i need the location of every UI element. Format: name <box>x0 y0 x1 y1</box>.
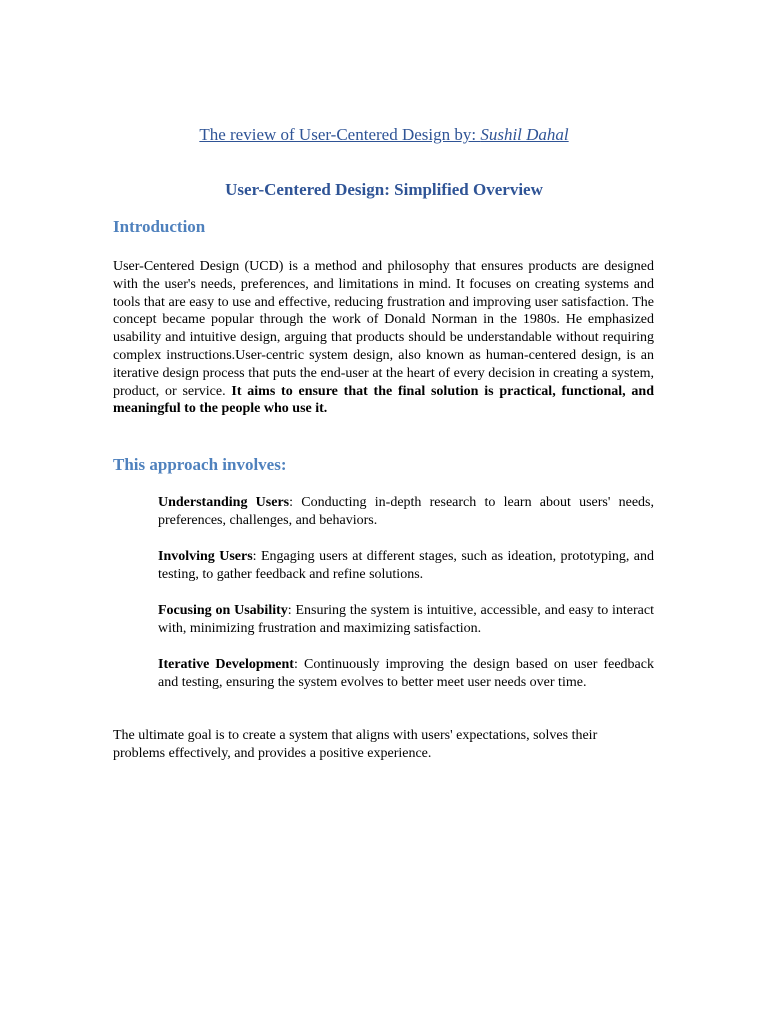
approach-item-term: Focusing on Usability <box>158 603 288 618</box>
approach-heading: This approach involves: <box>113 455 287 474</box>
introduction-body: User-Centered Design (UCD) is a method and philosophy that ensures products are designed with the user's needs, preferences, and limitations in mind. It focuses on creating systems and tools that are easy to use and effective, reducing frustration and improving user satisfaction. The concept became popular through the work of Donald Norman in the 1980s. He emphasized usability and intuitive design, arguing that products should be understandable without requiring complex instructions.User-centric system design, also known as human-centered design, is an iterative design process that puts the end-user at the heart of every decision in creating a system, product, or service. <box>113 259 654 399</box>
document-author: Sushil Dahal <box>480 125 569 144</box>
approach-item <box>158 494 654 530</box>
approach-item-term: Involving Users <box>158 549 253 564</box>
document-title <box>0 124 768 146</box>
approach-item <box>158 656 654 692</box>
approach-item-text: : Conducting in-depth research to learn about users' needs, preferences, challenges, and behaviors. <box>158 495 654 528</box>
approach-item <box>158 548 654 584</box>
approach-item-term: Understanding Users <box>158 495 290 510</box>
introduction-paragraph <box>113 258 654 418</box>
approach-item <box>158 602 654 638</box>
document-title-text: The review of User-Centered Design by: <box>199 125 481 144</box>
document-subtitle: User-Centered Design: Simplified Overview <box>225 180 543 199</box>
approach-item-text: : Continuously improving the design based on user feedback and testing, ensuring the system evolves to better meet user needs over time. <box>158 657 654 690</box>
introduction-body-bold: It aims to ensure that the final solution is practical, functional, and meaningful to the people who use it. <box>113 383 654 417</box>
introduction-heading: Introduction <box>113 217 206 236</box>
closing-paragraph: The ultimate goal is to create a system that aligns with users' expectations, solves their problems effectively, and provides a positive experience. <box>113 728 598 761</box>
approach-item-term: Iterative Development <box>158 657 294 672</box>
approach-item-text: : Engaging users at different stages, such as ideation, prototyping, and testing, to gather feedback and refine solutions. <box>158 549 655 582</box>
approach-item-text: : Ensuring the system is intuitive, accessible, and easy to interact with, minimizing frustration and maximizing satisfaction. <box>158 603 654 636</box>
